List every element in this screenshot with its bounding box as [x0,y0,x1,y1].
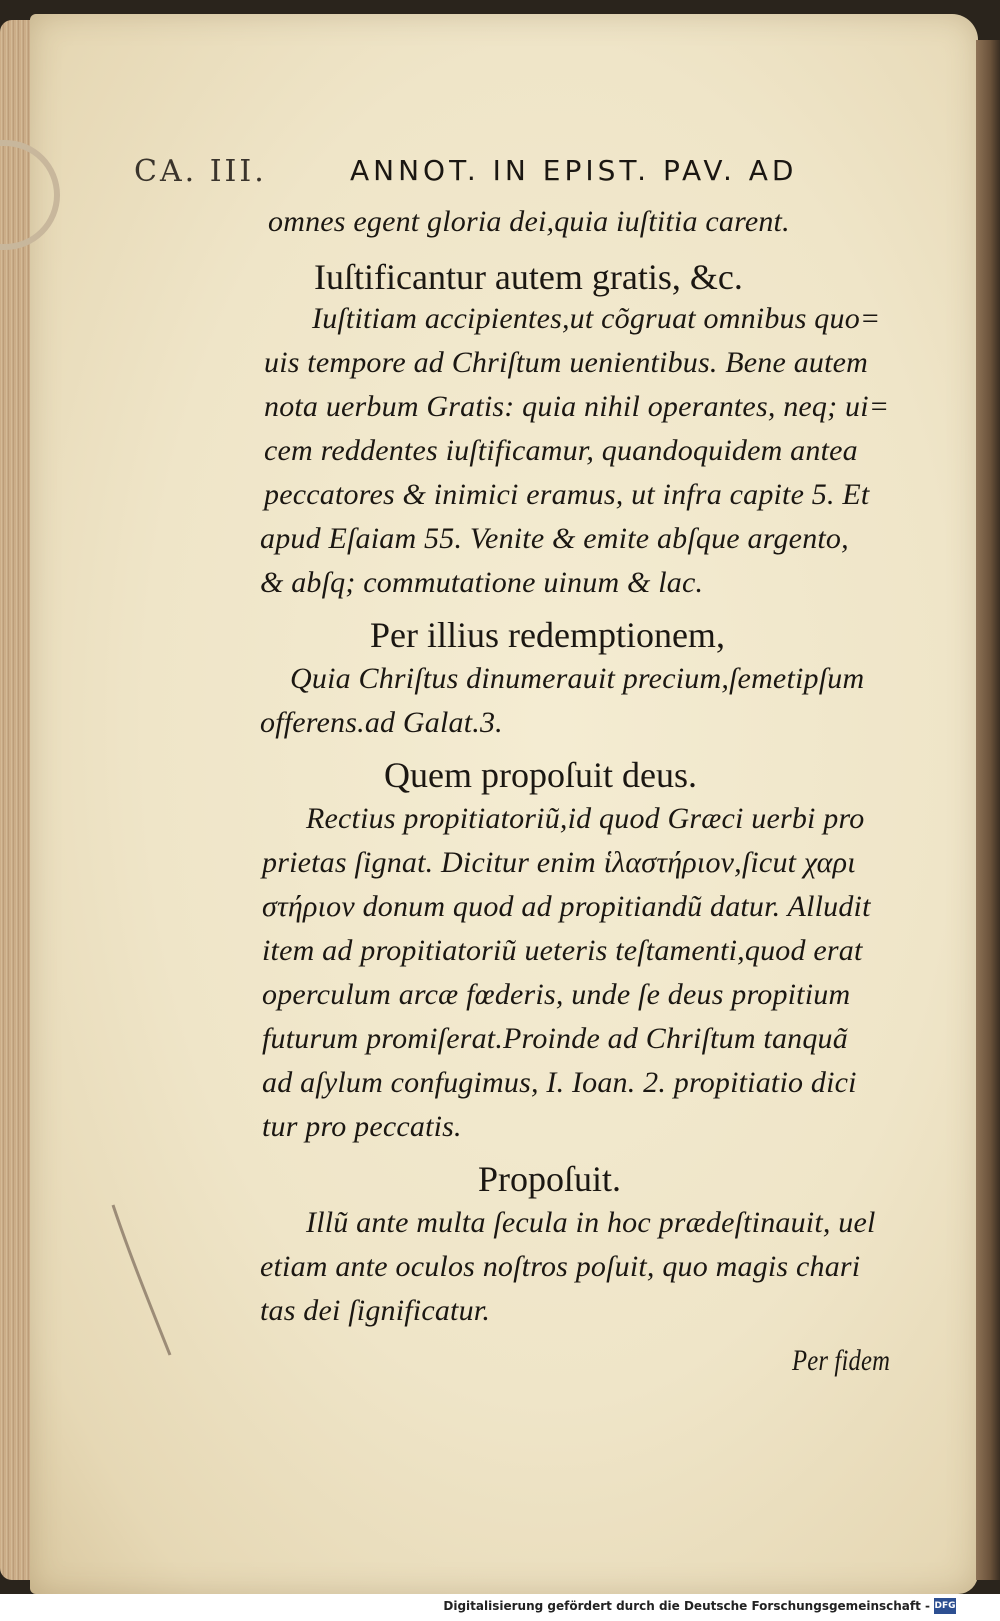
text-line: ad aſylum confugimus, I. Ioan. 2. propitiatio dici [262,1066,857,1099]
text-line: Quia Chriſtus dinumerauit precium,ſemetipſum [290,662,865,695]
text-line: cem reddentes iuſtificamur, quandoquidem antea [264,434,858,467]
book-spine-shadow [976,40,1000,1580]
text-line: prietas ſignat. Dicitur enim ἱλαστήριον,ſicut χαρι [262,846,856,879]
text-line: omnes egent gloria dei,quia iuſtitia carent. [268,205,790,238]
text-line: etiam ante oculos noſtros poſuit, quo magis chari [260,1250,861,1283]
text-line: tas dei ſignificatur. [260,1294,491,1327]
digitization-footer [0,1594,1000,1621]
text-line: nota uerbum Gratis: quia nihil operantes, neq; ui= [264,390,890,423]
text-line: Illũ ante multa ſecula in hoc prædeſtinauit, uel [306,1206,876,1239]
lemma-heading: Per illius redemptionem, [370,615,725,655]
running-head-title: ANNOT. IN EPIST. PAV. AD [350,154,798,187]
text-line: Per fidem [792,1344,891,1377]
text-line: tur pro peccatis. [262,1110,462,1143]
lemma-heading: Propoſuit. [478,1159,622,1199]
text-line: offerens.ad Galat.3. [260,706,503,739]
lemma-heading: Quem propoſuit deus. [384,755,697,795]
text-line: uis tempore ad Chriſtum uenientibus. Bene autem [264,346,869,379]
text-line: futurum promiſerat.Proinde ad Chriſtum tanquã [262,1022,848,1055]
text-line: operculum arcæ fœderis, unde ſe deus propitium [262,978,851,1011]
text-line: & abſq; commutatione uinum & lac. [260,566,704,599]
dfg-logo: DFG [934,1598,956,1614]
pencil-mark [108,1200,178,1360]
text-line: στήριον donum quod ad propitiandũ datur. Alludit [262,890,871,923]
text-line: Rectius propitiatoriũ,id quod Græci uerbi pro [306,802,865,835]
text-line: peccatores & inimici eramus, ut infra capite 5. Et [264,478,870,511]
text-line: item ad propitiatoriũ ueteris teſtamenti,quod erat [262,934,863,967]
lemma-heading: Iuſtificantur autem gratis, &c. [314,257,743,297]
text-line: apud Eſaiam 55. Venite & emite abſque argento, [260,522,849,555]
text-line: Iuſtitiam accipientes,ut cõgruat omnibus quo= [312,302,881,335]
running-head-chapter: CA. III. [134,154,267,189]
footer-credit: Digitalisierung gefördert durch die Deutsche Forschungsgemeinschaft - [443,1599,930,1613]
